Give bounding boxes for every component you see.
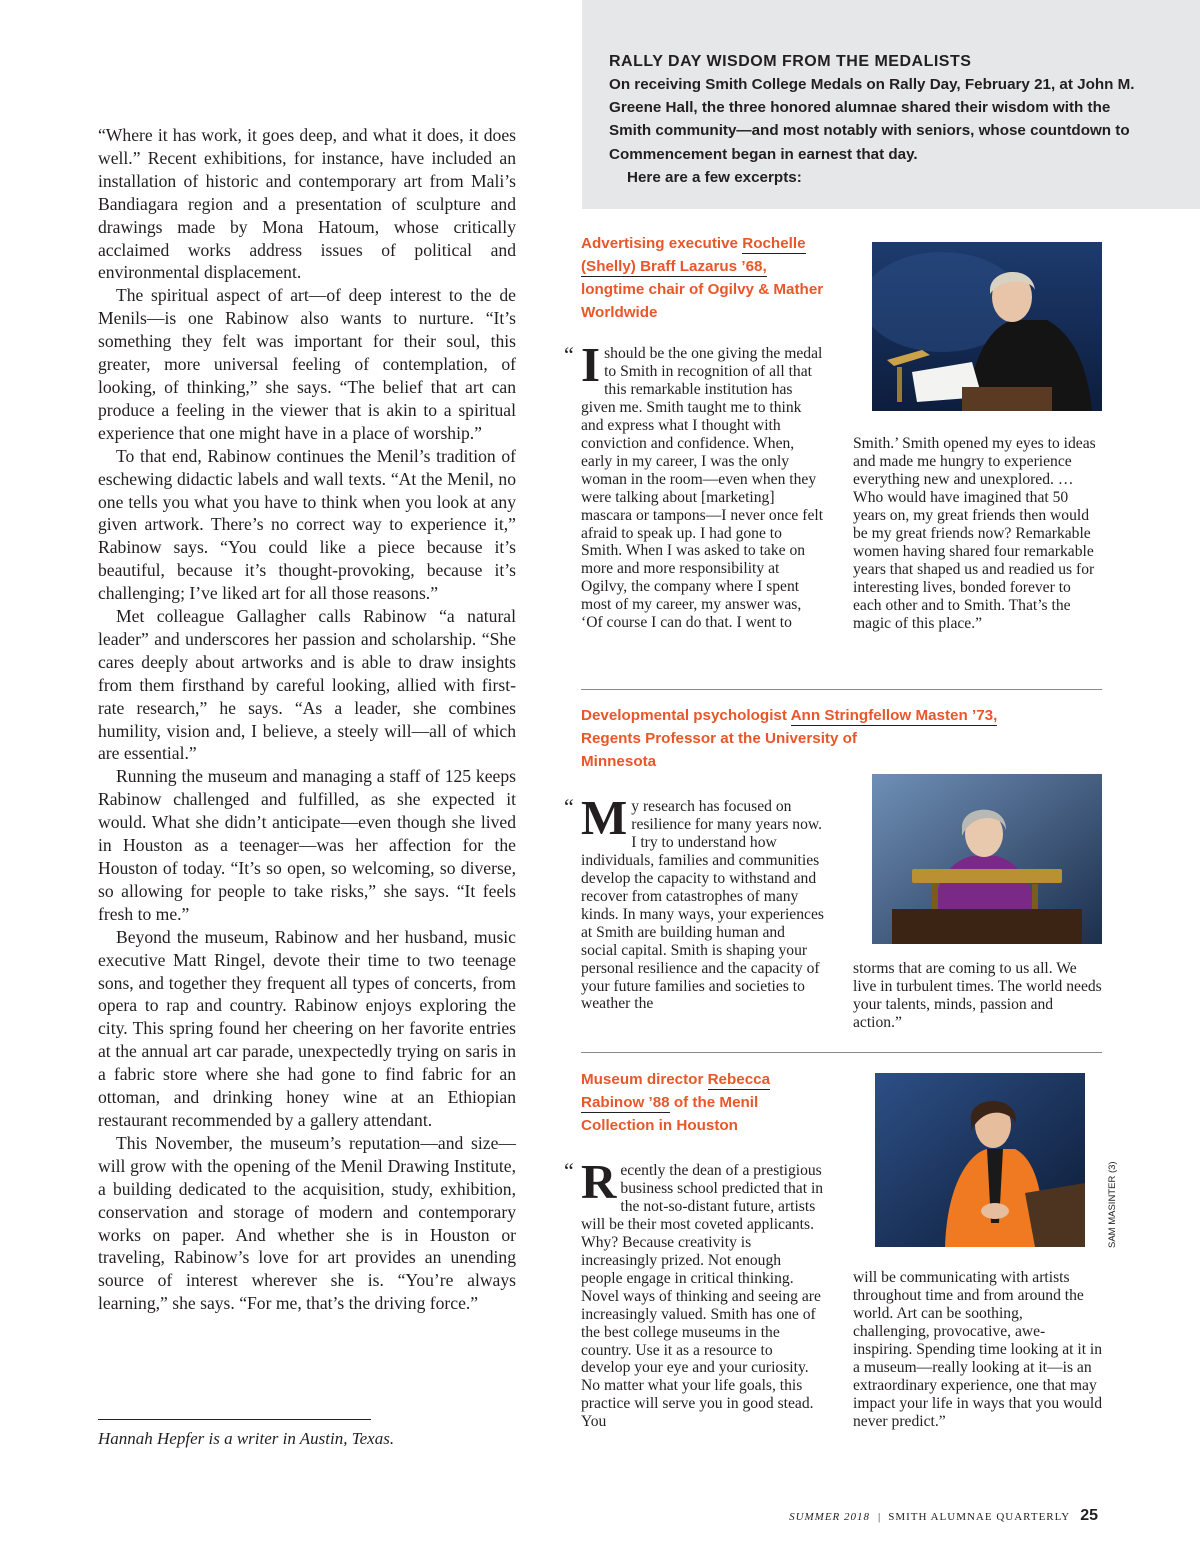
portrait-lazarus-image	[872, 242, 1102, 411]
portrait-masten-image	[872, 774, 1102, 944]
section-divider	[581, 1052, 1102, 1053]
medalist-role: Advertising executive	[581, 235, 743, 252]
article-paragraph: Met colleague Gallagher calls Rabinow “a natural leader” and underscores her passion and scholarship. “She cares deeply about artworks and is able to draw insights from them firsthand by careful looking, allied with first-rate research,” he says. “As a leader, she combines humility, vision and, I believe, a steely will—all of which are essential.”	[98, 606, 516, 764]
medalist-photo	[875, 1073, 1085, 1247]
medalist-quote-part2: will be communicating with artists throughout time and from around the world. Art can be soothing, challenging, provocative, awe-inspiring. Spending time looking at it in a museum—really looking at it—is an extraordinary experience, one that may impact your life in ways that you would never predict.”	[853, 1269, 1103, 1430]
sidebar-intro: On receiving Smith College Medals on Rally Day, February 21, at John M. Greene Hall, the three honored alumnae shared their wisdom with the Smith community—and most notably with seniors, whose countdown to Commencement began in earnest that day.	[609, 76, 1135, 163]
medalist-masten	[564, 704, 1102, 1034]
medalist-quote-part2: Smith.’ Smith opened my eyes to ideas and made me hungry to experience everything new and unexplored. … Who would have imagined that 50 years on, my great friends then would be my great friends now? Remarkable women having shared four remarkable years that shaped us and readied us for interesting lives, bonded forever to each other and to Smith. That’s the magic of this place.”	[853, 435, 1096, 632]
quote-text: should be the one giving the medal to Smith in recognition of all that this remarkable institution has given me. Smith taught me to think and express what I thought with conviction and confidence. When, early in my career, I was the only woman in the room—even when they were talking about [marketing] mascara or tampons—I never once felt afraid to speak up. I had gone to Smith. When I was asked to take on more and more responsibility at Ogilvy, the company where I spent most of my career, my answer was, ‘Of course I can do that. I went to	[581, 345, 824, 632]
medalist-name: Rebecca Rabinow ’88	[581, 1071, 771, 1111]
medalist-photo	[872, 774, 1102, 944]
sidebar-title: RALLY DAY WISDOM FROM THE MEDALISTS	[609, 53, 972, 70]
medalist-name: Rochelle (Shelly) Braff Lazarus ’68,	[581, 235, 806, 275]
article-paragraph: “Where it has work, it goes deep, and what it does, it does well.” Recent exhibitions, for instance, have included an installation of historic and contemporary art from Mali’s Bandiagara region and a presentation of sculpture and drawings made by Mona Hatoum, whose critically acclaimed works address issues of political and environmental displacement.	[98, 125, 516, 283]
author-byline: Hannah Hepfer is a writer in Austin, Texas.	[98, 1429, 395, 1448]
medalist-quote-part2: storms that are coming to us all. We live in turbulent times. The world needs your talents, minds, passion and action.”	[853, 960, 1102, 1031]
footer-separator: |	[878, 1511, 881, 1523]
medalist-lazarus	[564, 232, 1102, 672]
article-paragraph: Beyond the museum, Rabinow and her husband, music executive Matt Ringel, devote their time to two teenage sons, and together they frequent all types of concerts, from opera to rap and country. Rabinow enjoys exploring the city. This spring found her cheering on her favorite entries at the annual art car parade, unexpectedly trying on saris in a fabric store where she had gone to find fabric for an ottoman, and drinking honey wine at an Ethiopian restaurant recommended by a gallery attendant.	[98, 926, 516, 1130]
magazine-name: SMITH ALUMNAE QUARTERLY	[888, 1511, 1071, 1523]
medalist-quote-part1	[581, 790, 825, 1013]
quote-text: y research has focused on resilience for many years now. I try to understand how individuals, families and communities develop the capacity to withstand and recover from catastrophes of many kinds. In many ways, your experiences at Smith are building human and social capital. Smith is shaping your personal resilience and the capacity of your future families and societies to weather the	[581, 798, 824, 1013]
article-paragraph: Running the museum and managing a staff of 125 keeps Rabinow challenged and fulfilled, as she expected it would. What she didn’t anticipate—even though she lived in Houston as a teenager—was her affection for the Houston of today. “It’s so open, so welcoming, so diverse, so allowing for people to take risks,” she says. “It feels fresh to me.”	[98, 766, 516, 924]
medalist-role: Museum director	[581, 1071, 708, 1088]
drop-cap: I	[581, 337, 601, 392]
portrait-rabinow-image	[875, 1073, 1085, 1247]
medalist-quote-part1	[581, 1154, 825, 1431]
quote-text: ecently the dean of a prestigious business school predicted that in the not-so-distant future, artists will be their most coveted applicants. Why? Because creativity is increasingly prized. Not enough people engage in critical thinking. Novel ways of thinking and seeing are increasingly valued. Smith has one of the best college museums in the country. Use it as a resource to develop your eye and your curiosity. No matter what your life goals, this practice will serve you in good stead. You	[581, 1162, 824, 1431]
page-footer	[789, 1507, 1098, 1525]
page-number: 25	[1080, 1507, 1098, 1524]
section-divider	[581, 689, 1102, 690]
medalist-heading	[581, 232, 826, 324]
drop-cap: R	[581, 1154, 617, 1209]
medalist-role: Developmental psychologist	[581, 707, 791, 724]
byline-divider	[98, 1419, 371, 1420]
article-paragraph: The spiritual aspect of art—of deep interest to the de Menils—is one Rabinow also wants to nurture. “It’s something they felt was important for their soul, this greater, more universal feeling of contemplation, of looking, of thinking,” she says. “The belief that art can produce a feeling in the viewer that is akin to a spiritual experience that one might have in a place of worship.”	[98, 285, 516, 443]
medalist-title: longtime chair of Ogilvy & Mather Worldwide	[581, 281, 824, 321]
article-paragraph: This November, the museum’s reputation—and size—will grow with the opening of the Menil Drawing Institute, a building dedicated to the acquisition, study, exhibition, conservation and storage of modern and contemporary works on paper. And whether she is in Houston or traveling, Rabinow’s love for art provides an unending source of interest wherever she is. “You’re always learning,” she says. “For me, that’s the driving force.”	[98, 1132, 516, 1314]
medalist-heading	[581, 704, 1031, 773]
open-quote-mark: “	[564, 342, 574, 367]
article-body	[98, 124, 516, 1315]
sidebar-lead-in: Here are a few excerpts:	[627, 168, 802, 186]
drop-cap: M	[581, 790, 628, 845]
photo-credit: SAM MASINTER (3)	[1107, 1161, 1118, 1248]
medalist-quote-part1	[581, 337, 825, 632]
medalist-photo	[872, 242, 1102, 411]
medalist-heading	[581, 1068, 811, 1137]
medalist-name: Ann Stringfellow Masten ’73,	[790, 707, 998, 724]
issue-label: SUMMER 2018	[789, 1511, 871, 1523]
open-quote-mark: “	[564, 1158, 574, 1183]
medalist-title: of the Menil Collection in Houston	[581, 1094, 759, 1134]
open-quote-mark: “	[564, 794, 574, 819]
sidebar-header	[582, 0, 1200, 209]
medalist-rabinow	[564, 1068, 1103, 1458]
article-paragraph: To that end, Rabinow continues the Menil’s tradition of eschewing didactic labels and wall texts. “At the Menil, no one tells you what you have to think when you look at any given artwork. There’s no correct way to experience it,” Rabinow says. “You could like a piece because it’s beautiful, because it’s thought-provoking, because it’s challenging; I’ve liked art for all those reasons.”	[98, 445, 516, 604]
medalist-title: Regents Professor at the University of Minnesota	[581, 730, 857, 770]
